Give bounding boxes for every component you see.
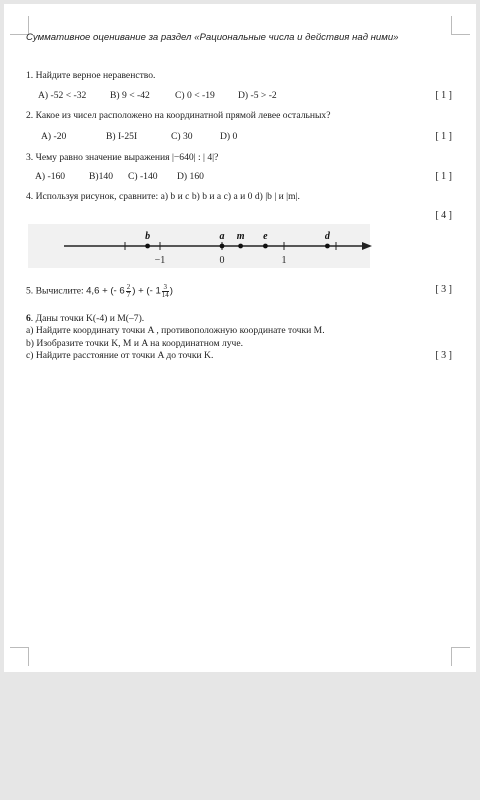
number-line-tick-label: −1 xyxy=(154,255,166,266)
q2-option-b: B) I-25I xyxy=(106,131,138,142)
q1-option-d: D) -5 > -2 xyxy=(238,90,277,101)
page-corner-mark xyxy=(10,647,29,666)
q5-label: 5. Вычислите: xyxy=(26,285,87,297)
number-line-point-label: b xyxy=(145,231,151,242)
q3-option-d: D) 160 xyxy=(177,171,204,182)
q1-option-b: B) 9 < -42 xyxy=(110,90,150,101)
q5-fraction-2 xyxy=(162,284,169,299)
number-line-point xyxy=(220,244,225,249)
q4-score: [ 4 ] xyxy=(435,210,452,221)
q5-fraction-1 xyxy=(126,284,132,299)
number-line-tick-label: 1 xyxy=(281,255,287,266)
q5-score: [ 3 ] xyxy=(435,284,452,295)
page-title: Суммативное оценивание за раздел «Рациональные числа и действия над ними» xyxy=(26,32,399,43)
q1-option-a: A) -52 < -32 xyxy=(38,90,87,101)
number-line-point xyxy=(238,244,243,249)
q6-number: 6 xyxy=(26,313,31,324)
q3-option-c: C) -140 xyxy=(128,171,158,182)
q5-expression-part-3: ) xyxy=(169,285,173,297)
q6-score: [ 3 ] xyxy=(435,350,452,361)
q6-text: . Даны точки K(-4) и M(–7). xyxy=(30,313,145,324)
page-corner-mark xyxy=(451,647,470,666)
number-line xyxy=(4,220,476,280)
q6-part-c: c) Найдите расстояние от точки A до точки K. xyxy=(26,350,214,361)
question-1: 1. Найдите верное неравенство. xyxy=(26,70,156,81)
worksheet-page xyxy=(4,4,476,672)
q3-option-b: B)140 xyxy=(89,171,113,182)
number-line-point xyxy=(145,244,150,249)
q5-fraction-1-denominator: 7 xyxy=(126,291,131,299)
number-line-point-label: a xyxy=(219,231,225,242)
number-line-point-label: m xyxy=(236,231,245,242)
q2-option-d: D) 0 xyxy=(220,131,238,142)
q5-fraction-1-numerator: 2 xyxy=(126,283,131,291)
question-5 xyxy=(26,284,173,299)
q2-option-c: C) 30 xyxy=(171,131,193,142)
question-2: 2. Какое из чисел расположено на координатной прямой левее остальных? xyxy=(26,110,331,121)
number-line-point-label: e xyxy=(263,231,268,242)
q2-option-a: A) -20 xyxy=(41,131,67,142)
q5-expression-part-2: ) + (- 1 xyxy=(132,285,161,297)
number-line-point xyxy=(263,244,268,249)
question-4: 4. Используя рисунок, сравните: a) b и c b) b и a c) a и 0 d) |b | и |m|. xyxy=(26,191,300,202)
page-corner-mark xyxy=(451,16,470,35)
q1-score: [ 1 ] xyxy=(435,90,452,101)
q6-part-a: a) Найдите координату точки A , противоположную координате точки M. xyxy=(26,325,325,336)
q3-score: [ 1 ] xyxy=(435,171,452,182)
q6-part-b: b) Изобразите точки K, M и A на координатном луче. xyxy=(26,338,244,349)
number-line-point xyxy=(325,244,330,249)
q5-expression-part-1: 4,6 + (- 6 xyxy=(86,285,125,297)
number-line-point-label: d xyxy=(324,231,330,242)
q5-fraction-2-numerator: 3 xyxy=(163,283,168,291)
question-3: 3. Чему равно значение выражения |−640| : | 4|? xyxy=(26,152,219,163)
q1-option-c: C) 0 < -19 xyxy=(175,90,215,101)
question-6 xyxy=(26,313,144,324)
q5-fraction-2-denominator: 14 xyxy=(161,291,169,299)
number-line-tick-label: 0 xyxy=(219,255,225,266)
q2-score: [ 1 ] xyxy=(435,131,452,142)
q3-option-a: A) -160 xyxy=(35,171,66,182)
